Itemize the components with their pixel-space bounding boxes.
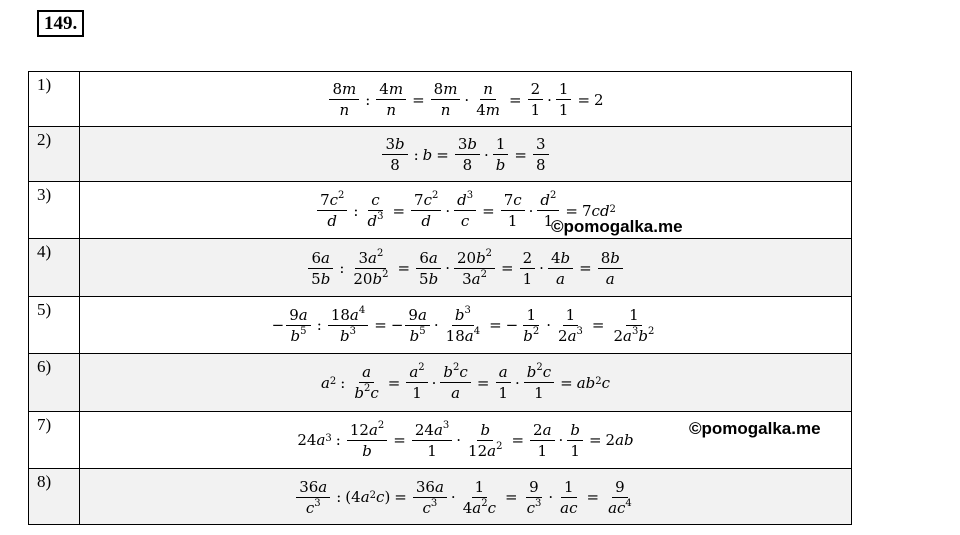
- row-label: 4): [29, 239, 80, 297]
- math-expression: $\frac{36a}{c^3}$ : (4 a $^2$ c ) = $\frac{36a}{c^3}$ · $\frac{1}{4a^2c}$ = $\frac{9}{c^3}$ · $\frac{1}{ac}$ = $\frac{9}{ac^4}$: [294, 478, 637, 517]
- row-label: 8): [29, 469, 80, 525]
- table-row: [29, 182, 852, 239]
- watermark: ©pomogalka.me: [551, 217, 683, 236]
- table-row: [29, 239, 852, 297]
- math-expression: 24 a $^3$ : $\frac{12a^2}{b}$ = $\frac{24a^3}{1}$ · $\frac{b}{12a^2}$ = $\frac{2a}{1}$ · $\frac{b}{1}$ = 2 a b: [297, 419, 634, 460]
- row-label: 2): [29, 127, 80, 182]
- row-expression: [80, 182, 852, 239]
- table-row: [29, 72, 852, 127]
- row-expression: [80, 354, 852, 412]
- row-expression: [80, 72, 852, 127]
- watermark: ©pomogalka.me: [689, 419, 821, 438]
- row-label: 1): [29, 72, 80, 127]
- row-label: 3): [29, 182, 80, 239]
- table-row: [29, 354, 852, 412]
- table-row: [29, 469, 852, 525]
- math-expression: − $\frac{9a}{b^5}$ : $\frac{18a^4}{b^3}$ = − $\frac{9a}{b^5}$ · $\frac{b^3}{18a^4}$ = − $\frac{1}{b^2}$ · $\frac{1}{2a^3}$ = $\frac{1}{2a^3b^2}$: [271, 304, 655, 345]
- row-label: 5): [29, 297, 80, 354]
- solutions-table: [28, 71, 852, 525]
- math-expression: a $^2$ : $\frac{a}{b^2c}$ = $\frac{a^2}{1}$ · $\frac{b^2c}{a}$ = $\frac{a}{1}$ · $\frac{b^2c}{1}$ = a b $^2$ c: [320, 362, 611, 402]
- task-number: 149.: [37, 10, 84, 37]
- math-expression: $\frac{6a}{5b}$ : $\frac{3a^2}{20b^2}$ = $\frac{6a}{5b}$ · $\frac{20b^2}{3a^2}$ = $\frac{2}{1}$ · $\frac{4b}{a}$ = $\frac{8b}{a}$: [306, 249, 625, 288]
- row-label: 6): [29, 354, 80, 412]
- row-expression: [80, 127, 852, 182]
- table-row: [29, 127, 852, 182]
- math-expression: $\frac{7c^2}{d}$ : $\frac{c}{d^3}$ = $\frac{7c^2}{d}$ · $\frac{d^3}{c}$ = $\frac{7c}{1}$ · $\frac{d^2}{1}$ = 7 c d $^2$: [315, 191, 616, 230]
- row-expression: [80, 469, 852, 525]
- row-label: 7): [29, 412, 80, 469]
- row-expression: [80, 239, 852, 297]
- math-expression: $\frac{8m}{n}$ : $\frac{4m}{n}$ = $\frac{8m}{n}$ · $\frac{n}{4m}$ = $\frac{2}{1}$ · $\frac{1}{1}$ = 2: [327, 80, 603, 119]
- row-expression: [80, 297, 852, 354]
- math-expression: $\frac{3b}{8}$ : b = $\frac{3b}{8}$ · $\frac{1}{b}$ = $\frac{3}{8}$: [380, 135, 550, 174]
- table-row: [29, 297, 852, 354]
